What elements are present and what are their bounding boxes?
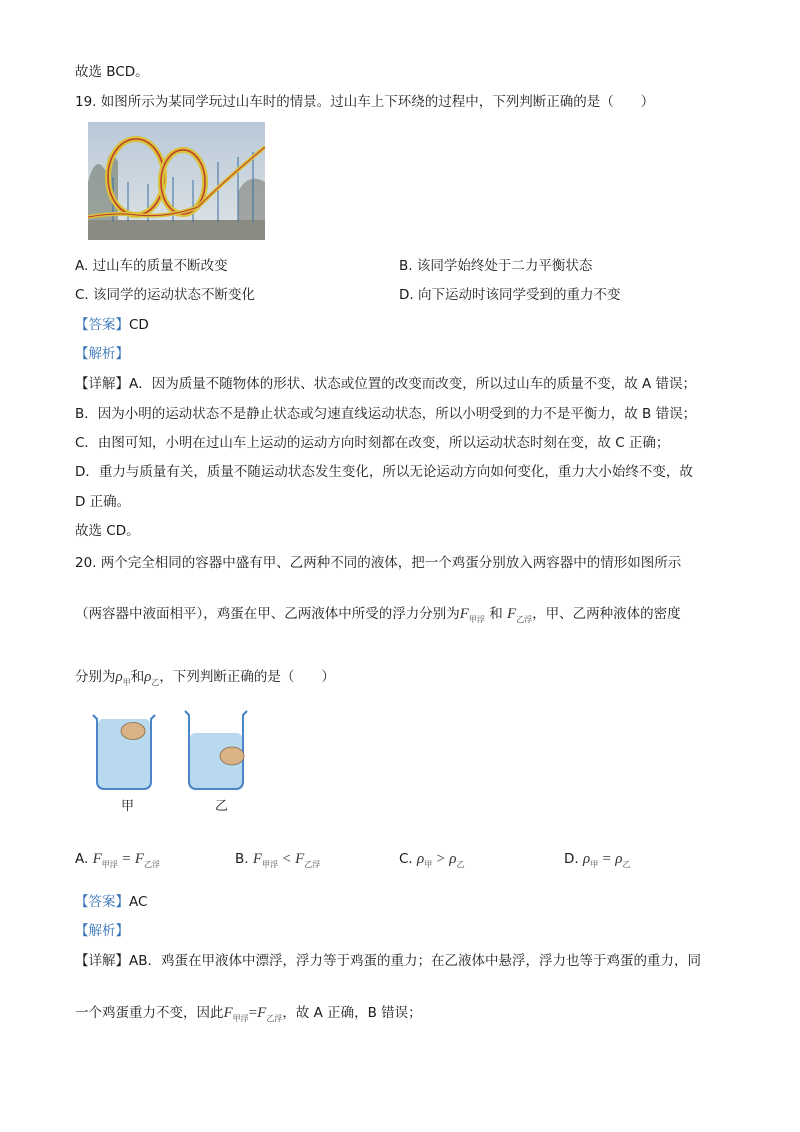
q20-option-a [75, 849, 160, 875]
rho-yi-sub: 乙 [151, 678, 160, 687]
option-letter: A. [75, 851, 89, 867]
q19-option-d: D. 向下运动时该同学受到的重力不变 [399, 287, 621, 303]
q20-analysis-tag [75, 921, 129, 941]
q20-stem-line3 [75, 667, 335, 693]
f-letter: F [507, 606, 517, 622]
f-yi-sub: 乙浮 [266, 1014, 283, 1023]
analysis-tag: 【解析】 [75, 923, 129, 939]
greater-than-op: > [436, 851, 445, 867]
rho-yi-sub: 乙 [622, 860, 631, 869]
f-jia-sub: 甲浮 [232, 1014, 249, 1023]
beakers-figure [85, 703, 260, 813]
equals-op: = [248, 1005, 258, 1021]
q19-option-a: A. 过山车的质量不断改变 [75, 258, 228, 274]
f-jia-sub: 甲浮 [262, 860, 279, 869]
q19-answer-line [75, 315, 149, 335]
q19-option-b: B. 该同学始终处于二力平衡状态 [399, 258, 593, 274]
option-letter: B. [235, 851, 249, 867]
stem2-text-a: （两容器中液面相平），鸡蛋在甲、乙两液体中所受的浮力分别为 [75, 606, 460, 622]
f-yi-sub: 乙浮 [516, 615, 533, 624]
answer-tag: 【答案】 [75, 894, 129, 910]
f-letter: F [134, 851, 144, 867]
q19-detail-d-line2: D 正确。 [75, 494, 131, 510]
q19-stem: 19. 如图所示为某同学玩过山车时的情景。过山车上下环绕的过程中，下列判断正确的是（ ） [75, 94, 655, 110]
f-letter: F [223, 1005, 233, 1021]
f-yi-sub: 乙浮 [304, 860, 321, 869]
q20-answer: AC [129, 894, 148, 910]
equals-op: = [602, 851, 611, 867]
f-jia-symbol [460, 606, 485, 622]
f-yi-sub: 乙浮 [144, 860, 160, 869]
beaker-jia-label: 甲 [121, 799, 135, 814]
rho-letter: ρ [144, 669, 152, 685]
stem3-text-a: 分别为 [75, 669, 116, 685]
stem2-text-b: 和 [489, 606, 503, 622]
f-yi-symbol [507, 606, 532, 622]
q20-option-d [564, 849, 630, 875]
beaker-yi [185, 711, 247, 789]
roller-coaster-photo [88, 122, 265, 240]
rho-jia-sub: 甲 [590, 860, 599, 869]
f-yi-symbol [257, 1005, 282, 1021]
q19-detail-d-line1: D．重力与质量有关，质量不随运动状态发生变化，所以无论运动方向如何变化，重力大小始终不变，故 [75, 464, 693, 480]
q20-detail-ab-line2 [75, 1003, 422, 1029]
rho-letter: ρ [449, 851, 457, 867]
previous-conclusion: 故选 BCD。 [75, 64, 149, 80]
f-jia-sub: 甲浮 [101, 860, 118, 869]
detail-tag: 【详解】 [75, 376, 129, 392]
f-letter: F [252, 851, 263, 867]
q19-detail-a [75, 374, 696, 394]
q19-detail-c: C．由图可知，小明在过山车上运动的运动方向时刻都在改变，所以运动状态时刻在变，故 C 正确； [75, 435, 670, 451]
rho-letter: ρ [115, 669, 123, 685]
rho-yi-symbol [144, 669, 159, 685]
rho-jia-sub: 甲 [424, 860, 433, 869]
q19-conclusion: 故选 CD。 [75, 523, 140, 539]
q19-detail-b: B．因为小明的运动状态不是静止状态或匀速直线运动状态，所以小明受到的力不是平衡力，故 B 错误； [75, 406, 697, 422]
q20-answer-line [75, 892, 147, 912]
q20-stem-line2 [75, 604, 681, 630]
detail-a-text: A．因为质量不随物体的形状、状态或位置的改变而改变，所以过山车的质量不变，故 A 错误； [129, 376, 697, 392]
q20-detail-ab-line1 [75, 951, 701, 971]
detail-ab-text: AB．鸡蛋在甲液体中漂浮，浮力等于鸡蛋的重力；在乙液体中悬浮，浮力也等于鸡蛋的重力，同 [129, 953, 701, 969]
q20-option-b [235, 849, 320, 875]
q20-stem-line1: 20. 两个完全相同的容器中盛有甲、乙两种不同的液体，把一个鸡蛋分别放入两容器中的情形如图所示 [75, 555, 682, 571]
q19-answer: CD [129, 317, 149, 333]
rho-letter: ρ [582, 851, 591, 867]
beaker-jia [93, 715, 155, 789]
beaker-yi-label: 乙 [215, 799, 229, 814]
q20-option-c [399, 849, 464, 875]
q19-option-c: C. 该同学的运动状态不断变化 [75, 287, 256, 303]
equals-op: = [122, 851, 131, 867]
answer-tag: 【答案】 [75, 317, 129, 333]
f-letter: F [257, 1005, 267, 1021]
rho-yi-sub: 乙 [456, 860, 465, 869]
analysis-tag: 【解析】 [75, 346, 129, 362]
rho-jia-symbol [116, 669, 131, 685]
detail-ab2-text-b: ，故 A 正确，B 错误； [282, 1005, 422, 1021]
stem3-text-b: 和 [130, 669, 145, 685]
option-letter: D. [564, 851, 579, 867]
less-than-op: < [282, 851, 291, 867]
q19-analysis-tag [75, 344, 129, 364]
detail-tag: 【详解】 [75, 953, 129, 969]
rho-letter: ρ [615, 851, 623, 867]
f-letter: F [92, 851, 102, 867]
f-jia-sub: 甲浮 [468, 615, 485, 624]
rho-letter: ρ [417, 851, 425, 867]
f-jia-symbol [224, 1005, 249, 1021]
f-letter: F [295, 851, 305, 867]
stem2-text-c: ，甲、乙两种液体的密度 [532, 606, 681, 622]
f-letter: F [459, 606, 469, 622]
rho-jia-sub: 甲 [122, 678, 131, 687]
option-letter: C. [399, 851, 413, 867]
detail-ab2-text-a: 一个鸡蛋重力不变，因此 [75, 1005, 224, 1021]
stem3-text-c: ，下列判断正确的是（ ） [159, 669, 335, 685]
